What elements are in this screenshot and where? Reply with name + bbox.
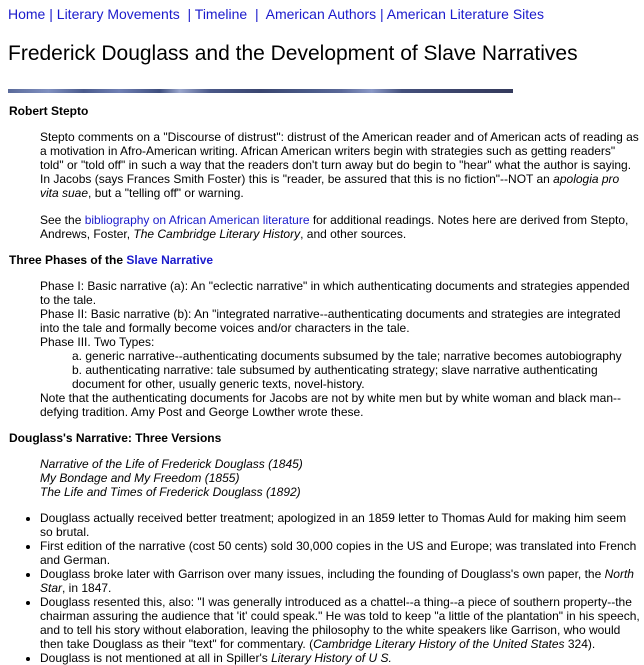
decorative-divider-bar [8,89,513,93]
list-item: • Douglass actually received better treatment; apologized in an 1859 letter to Thomas Auld for making him seem so brutal. [40,511,640,539]
north-star-title: North Star [40,567,634,595]
version-title-1855: My Bondage and My Freedom (1855) [40,471,240,485]
phase-2: Phase II: Basic narrative (b): An "integrated narrative--authenticating documents and strategies are integrated into the tale and formally become voices and/or characters in the tale. [40,307,621,335]
list-item [40,651,640,665]
list-item-text: Douglass resented this, also: "I was generally introduced as a chattel--a thing--a piece of southern property--the chairman assuring the audience that 'it' could speak." He was told to keep "a little of the plantation" in his speech, and to tell his story without elaboration, leaving the philosophy to the white speakers like Garrison, who would then take Douglass as their "text" for commentary. ( [40,595,640,651]
version-title-1892: The Life and Times of Frederick Douglass (1892) [40,485,301,499]
list-item-text: Douglass is not mentioned at all in Spiller's [40,651,272,665]
list-item-text: Douglass broke later with Garrison over many issues, including the founding of Douglass's own paper, the [40,567,605,581]
slave-narrative-link[interactable]: Slave Narrative [126,253,214,267]
bibliography-text-mid: for additional readings. Notes here are derived from Stepto, Andrews, Foster, [40,213,629,241]
stepto-paragraph [40,130,640,200]
section-heading-versions: Douglass's Narrative: Three Versions [9,431,222,445]
bibliography-link[interactable]: bibliography on African American literature [84,213,310,227]
list-item-text-end: 324). [564,637,596,651]
nav-separator: | [187,6,192,22]
list-item [40,595,640,651]
nav-link-home[interactable]: Home [8,6,46,22]
page-title: Frederick Douglass and the Development of Slave Narratives [8,42,578,65]
phase-3: Phase III. Two Types: [40,335,155,349]
bibliography-text-end: , and other sources. [300,227,407,241]
list-item-text-end: , in 1847. [62,581,112,595]
bibliography-text: See the [40,213,85,227]
nav-link-american-authors[interactable]: American Authors [265,6,377,22]
list-item: • First edition of the narrative (cost 50 cents) sold 30,000 copies in the US and Europe; was translated into French and German. [40,539,640,567]
section-heading-phases [9,253,644,267]
nav-separator: | [380,6,384,22]
nav-link-american-literature-sites[interactable]: American Literature Sites [386,6,544,22]
douglass-facts-list [0,511,640,665]
main-content [0,104,644,665]
phase-3-type-b: b. authenticating narrative: tale subsumed by authenticating strategy; slave narrative authenticating document for other, usually generic texts, novel-history. [72,363,598,391]
version-titles [40,457,640,499]
stepto-italic-term: apologia pro vita suae [40,172,620,200]
bibliography-paragraph [40,213,640,241]
nav-separator: | [254,6,259,22]
section-heading-stepto: Robert Stepto [9,104,89,118]
cambridge-history-title: Cambridge Literary History of the United States [313,637,565,651]
top-navigation [8,6,544,22]
nav-link-timeline[interactable]: Timeline [194,6,248,22]
stepto-text-end: , but a "telling off" or warning. [88,186,244,200]
jacobs-note: Note that the authenticating documents for Jacobs are not by white men but by white woman and black man--defying tradition. Amy Post and George Lowther wrote these. [40,391,621,419]
phases-heading-text: Three Phases of the [9,253,127,267]
list-item [40,567,640,595]
spiller-history-title: Literary History of U S. [271,651,392,665]
phase-1: Phase I: Basic narrative (a): An "eclectic narrative" in which authenticating documents and strategies appended to the tale. [40,279,630,307]
nav-link-literary-movements[interactable]: Literary Movements [56,6,180,22]
stepto-text: Stepto comments on a "Discourse of distrust": distrust of the American reader and of American acts of reading as a motivation in Afro-American writing. African American writers begin with strategies such as getting readers" told" or "told off" in such a way that the readers don't turn away but do begin to "hear" what the author is saying. In Jacobs (says Frances Smith Foster) this is "reader, be assured that this is no fiction"--NOT an [40,130,639,186]
version-title-1845: Narrative of the Life of Frederick Douglass (1845) [40,457,303,471]
cambridge-title: The Cambridge Literary History [133,227,301,241]
nav-separator: | [49,6,53,22]
phase-3-type-a: a. generic narrative--authenticating documents subsumed by the tale; narrative becomes autobiography [72,349,622,363]
